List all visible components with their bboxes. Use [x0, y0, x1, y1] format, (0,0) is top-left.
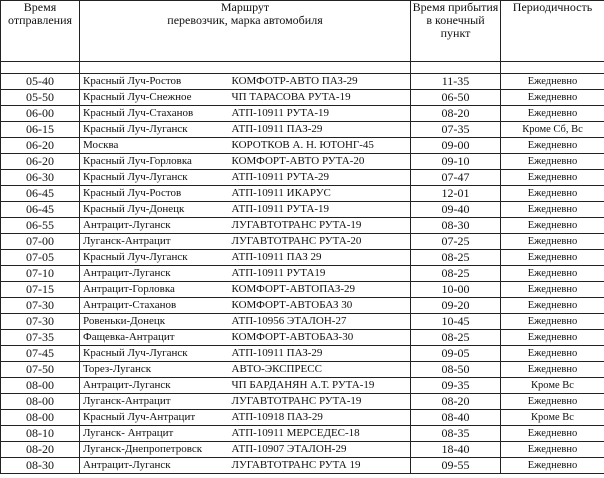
departure-time: 05-50 — [1, 90, 80, 106]
departure-time: 08-30 — [1, 458, 80, 474]
departure-time: 06-20 — [1, 138, 80, 154]
arrival-time: 08-50 — [411, 362, 501, 378]
spacer-row — [1, 62, 604, 74]
route-name: Луганск-Антрацит — [80, 234, 230, 250]
periodicity: Ежедневно — [501, 170, 604, 186]
table-row — [1, 330, 604, 346]
carrier-vehicle: АТП-10956 ЭТАЛОН-27 — [230, 314, 411, 330]
header-departure: Время отправления — [1, 1, 80, 62]
carrier-vehicle: ЧП БАРДАНЯН А.Т. РУТА-19 — [230, 378, 411, 394]
table-row — [1, 106, 604, 122]
carrier-vehicle: ЧП ТАРАСОВА РУТА-19 — [230, 90, 411, 106]
route-name: Антрацит-Горловка — [80, 282, 230, 298]
periodicity: Ежедневно — [501, 218, 604, 234]
periodicity: Ежедневно — [501, 330, 604, 346]
periodicity: Кроме Вс — [501, 410, 604, 426]
route-name: Антрацит-Луганск — [80, 218, 230, 234]
route-name: Красный Луч-Антрацит — [80, 410, 230, 426]
header-route-subtitle: перевозчик, марка автомобиля — [167, 13, 323, 27]
route-name: Красный Луч-Луганск — [80, 346, 230, 362]
carrier-vehicle: КОМФОРТ-АВТО РУТА-20 — [230, 154, 411, 170]
arrival-time: 08-25 — [411, 250, 501, 266]
route-name: Красный Луч-Горловка — [80, 154, 230, 170]
arrival-time: 09-00 — [411, 138, 501, 154]
departure-time: 07-45 — [1, 346, 80, 362]
table-row — [1, 362, 604, 378]
arrival-time: 08-20 — [411, 394, 501, 410]
carrier-vehicle: АТП-10911 РУТА19 — [230, 266, 411, 282]
table-row — [1, 266, 604, 282]
departure-time: 08-00 — [1, 378, 80, 394]
route-name: Красный Луч-Снежное — [80, 90, 230, 106]
periodicity: Ежедневно — [501, 106, 604, 122]
table-row — [1, 122, 604, 138]
route-name: Красный Луч-Стаханов — [80, 106, 230, 122]
carrier-vehicle: АТП-10911 РУТА-19 — [230, 106, 411, 122]
route-name: Красный Луч-Донецк — [80, 202, 230, 218]
table-row — [1, 74, 604, 90]
periodicity: Ежедневно — [501, 138, 604, 154]
table-row — [1, 186, 604, 202]
arrival-time: 11-35 — [411, 74, 501, 90]
route-name: Антрацит-Луганск — [80, 378, 230, 394]
table-row — [1, 282, 604, 298]
periodicity: Ежедневно — [501, 394, 604, 410]
arrival-time: 07-25 — [411, 234, 501, 250]
departure-time: 06-55 — [1, 218, 80, 234]
carrier-vehicle: ЛУГАВТОТРАНС РУТА-19 — [230, 218, 411, 234]
departure-time: 05-40 — [1, 74, 80, 90]
arrival-time: 09-55 — [411, 458, 501, 474]
route-name: Красный Луч-Ростов — [80, 74, 230, 90]
route-name: Торез-Луганск — [80, 362, 230, 378]
route-name: Луганск-Антрацит — [80, 394, 230, 410]
carrier-vehicle: АТП-10911 РУТА-19 — [230, 202, 411, 218]
table-row — [1, 202, 604, 218]
arrival-time: 18-40 — [411, 442, 501, 458]
departure-time: 07-30 — [1, 298, 80, 314]
table-row — [1, 298, 604, 314]
table-row — [1, 314, 604, 330]
carrier-vehicle: КОМФОРТ-АВТОБАЗ 30 — [230, 298, 411, 314]
table-row — [1, 346, 604, 362]
carrier-vehicle: АТП-10911 ИКАРУС — [230, 186, 411, 202]
arrival-time: 09-35 — [411, 378, 501, 394]
carrier-vehicle: АТП-10918 ПАЗ-29 — [230, 410, 411, 426]
departure-time: 07-50 — [1, 362, 80, 378]
carrier-vehicle: КОМФОРТ-АВТОПАЗ-29 — [230, 282, 411, 298]
route-name: Красный Луч-Луганск — [80, 170, 230, 186]
table-row — [1, 250, 604, 266]
periodicity: Ежедневно — [501, 90, 604, 106]
periodicity: Ежедневно — [501, 154, 604, 170]
arrival-time: 09-05 — [411, 346, 501, 362]
table-row — [1, 426, 604, 442]
arrival-time: 10-45 — [411, 314, 501, 330]
route-name: Ровеньки-Донецк — [80, 314, 230, 330]
route-name: Антрацит-Стаханов — [80, 298, 230, 314]
carrier-vehicle: АТП-10911 РУТА-29 — [230, 170, 411, 186]
arrival-time: 08-30 — [411, 218, 501, 234]
header-route — [80, 1, 411, 62]
periodicity: Ежедневно — [501, 314, 604, 330]
table-row — [1, 170, 604, 186]
carrier-vehicle: АТП-10911 МЕРСЕДЕС-18 — [230, 426, 411, 442]
route-name: Красный Луч-Луганск — [80, 122, 230, 138]
departure-time: 07-00 — [1, 234, 80, 250]
carrier-vehicle: ЛУГАВТОТРАНС РУТА-19 — [230, 394, 411, 410]
table-row — [1, 90, 604, 106]
periodicity: Ежедневно — [501, 282, 604, 298]
departure-time: 08-00 — [1, 410, 80, 426]
carrier-vehicle: КОРОТКОВ А. Н. ЮТОНГ-45 — [230, 138, 411, 154]
periodicity: Кроме Сб, Вс — [501, 122, 604, 138]
arrival-time: 10-00 — [411, 282, 501, 298]
arrival-time: 07-35 — [411, 122, 501, 138]
carrier-vehicle: КОМФОРТ-АВТОБАЗ-30 — [230, 330, 411, 346]
departure-time: 07-15 — [1, 282, 80, 298]
arrival-time: 06-50 — [411, 90, 501, 106]
periodicity: Ежедневно — [501, 458, 604, 474]
route-name: Антрацит-Луганск — [80, 458, 230, 474]
periodicity: Ежедневно — [501, 202, 604, 218]
departure-time: 06-15 — [1, 122, 80, 138]
table-row — [1, 442, 604, 458]
periodicity: Ежедневно — [501, 298, 604, 314]
departure-time: 07-35 — [1, 330, 80, 346]
periodicity: Ежедневно — [501, 442, 604, 458]
departure-time: 07-30 — [1, 314, 80, 330]
arrival-time: 08-25 — [411, 330, 501, 346]
carrier-vehicle: АТП-10907 ЭТАЛОН-29 — [230, 442, 411, 458]
route-name: Красный Луч-Ростов — [80, 186, 230, 202]
departure-time: 06-20 — [1, 154, 80, 170]
departure-time: 06-30 — [1, 170, 80, 186]
table-row — [1, 234, 604, 250]
header-periodicity: Периодичность — [501, 1, 604, 62]
carrier-vehicle: ЛУГАВТОТРАНС РУТА 19 — [230, 458, 411, 474]
route-name: Луганск-Днепропетровск — [80, 442, 230, 458]
departure-time: 06-00 — [1, 106, 80, 122]
periodicity: Ежедневно — [501, 362, 604, 378]
arrival-time: 09-20 — [411, 298, 501, 314]
periodicity: Ежедневно — [501, 346, 604, 362]
arrival-time: 07-47 — [411, 170, 501, 186]
departure-time: 08-10 — [1, 426, 80, 442]
timetable-body — [1, 62, 604, 474]
departure-time: 07-10 — [1, 266, 80, 282]
table-row — [1, 154, 604, 170]
table-row — [1, 394, 604, 410]
departure-time: 07-05 — [1, 250, 80, 266]
carrier-vehicle: АВТО-ЭКСПРЕСС — [230, 362, 411, 378]
arrival-time: 08-20 — [411, 106, 501, 122]
table-row — [1, 410, 604, 426]
carrier-vehicle: КОМФОТР-АВТО ПАЗ-29 — [230, 74, 411, 90]
departure-time: 06-45 — [1, 202, 80, 218]
periodicity: Ежедневно — [501, 186, 604, 202]
arrival-time: 08-35 — [411, 426, 501, 442]
table-row — [1, 218, 604, 234]
header-route-title: Маршрут — [220, 0, 270, 14]
arrival-time: 09-40 — [411, 202, 501, 218]
route-name: Фащевка-Антрацит — [80, 330, 230, 346]
table-row — [1, 458, 604, 474]
carrier-vehicle: АТП-10911 ПАЗ 29 — [230, 250, 411, 266]
route-name: Москва — [80, 138, 230, 154]
departure-time: 08-20 — [1, 442, 80, 458]
carrier-vehicle: АТП-10911 ПАЗ-29 — [230, 122, 411, 138]
departure-time: 06-45 — [1, 186, 80, 202]
arrival-time: 08-25 — [411, 266, 501, 282]
periodicity: Ежедневно — [501, 74, 604, 90]
header-arrival: Время прибытия в конечный пункт — [411, 1, 501, 62]
route-name: Антрацит-Луганск — [80, 266, 230, 282]
periodicity: Ежедневно — [501, 234, 604, 250]
arrival-time: 09-10 — [411, 154, 501, 170]
periodicity: Ежедневно — [501, 266, 604, 282]
arrival-time: 08-40 — [411, 410, 501, 426]
periodicity: Кроме Вс — [501, 378, 604, 394]
carrier-vehicle: ЛУГАВТОТРАНС РУТА-20 — [230, 234, 411, 250]
carrier-vehicle: АТП-10911 ПАЗ-29 — [230, 346, 411, 362]
departure-time: 08-00 — [1, 394, 80, 410]
route-name: Красный Луч-Луганск — [80, 250, 230, 266]
arrival-time: 12-01 — [411, 186, 501, 202]
periodicity: Ежедневно — [501, 426, 604, 442]
route-name: Луганск- Антрацит — [80, 426, 230, 442]
periodicity: Ежедневно — [501, 250, 604, 266]
header-row — [1, 1, 604, 62]
table-row — [1, 378, 604, 394]
table-row — [1, 138, 604, 154]
